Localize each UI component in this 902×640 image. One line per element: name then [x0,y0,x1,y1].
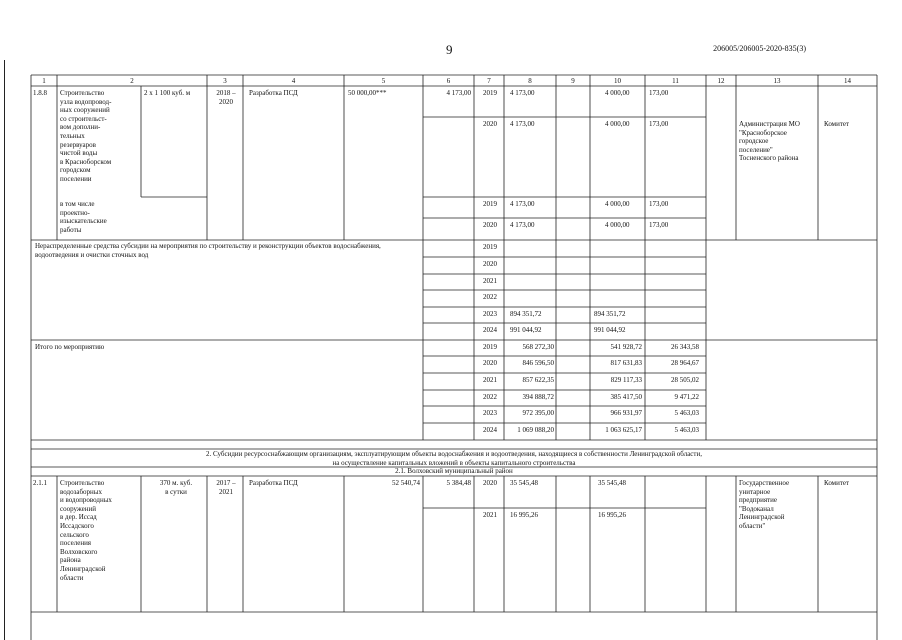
col8-value: 394 888,72 [522,393,554,401]
col11-value: 173,00 [649,221,669,229]
header-col-8: 8 [528,77,532,85]
col11-value: 173,00 [649,120,669,128]
col11-value: 5 463,03 [674,409,699,417]
header-col-7: 7 [487,77,491,85]
col6-value: 5 384,48 [446,479,471,487]
header-col-1: 1 [42,77,46,85]
col10-value: 4 000,00 [605,221,630,229]
col11-value [649,243,705,253]
object-name: Строительство узла водопровод- ных сооружений со строительст- вом дополни- тельных резервуаров чистой воды в Красноборском городском поселении [60,89,112,183]
col10-value: 35 545,48 [598,479,626,487]
year: 2024 [483,426,497,434]
stage: Разработка ПСД [249,89,298,97]
col8-value [510,277,556,287]
col8-value: 1 069 088,20 [517,426,554,434]
col8-value: 16 995,26 [510,511,538,519]
year: 2022 [483,393,497,401]
col8-value: 4 173,00 [510,221,535,229]
col10-value [594,243,646,253]
year: 2019 [483,89,497,97]
col10-value [594,260,646,270]
page-number: 9 [446,42,453,57]
owner: Государственное унитарное предприятие "Водоканал Ленинградской области" [739,479,790,530]
col8-value: 972 395,00 [522,409,554,417]
col11-value [649,260,705,270]
col11-value: 26 343,58 [671,343,699,351]
section-2-title: 2. Субсидии ресурсоснабжающим организациям, эксплуатирующим объекты водоснабжения и водоотведения, находящиеся в собственности Ленинградской области, на осуществление капитальных вложений в объекты капитального строительства [206,450,702,467]
period: 2018 – 2020 [216,89,236,106]
col10-value [594,277,646,287]
year: 2021 [483,376,497,384]
col8-value: 991 044,92 [510,326,542,334]
year: 2023 [483,310,497,318]
col11-value [649,326,705,336]
year: 2019 [483,343,497,351]
header-col-11: 11 [672,77,679,85]
col10-value: 966 931,97 [610,409,642,417]
object-name: Строительство водозаборных и водопроводных сооружений в дер. Иссад Иссадского сельского поселения Волховского района Ленинградской области [60,479,112,582]
document-id: 206005/206005-2020-835(3) [713,44,806,53]
year: 2020 [483,120,497,128]
col11-value: 28 964,67 [671,359,699,367]
col11-value: 173,00 [649,89,669,97]
col6-value: 4 173,00 [446,89,471,97]
year: 2020 [483,221,497,229]
stage: Разработка ПСД [249,479,298,487]
col8-value: 4 173,00 [510,120,535,128]
col10-value: 4 000,00 [605,200,630,208]
year: 2020 [483,359,497,367]
col11-value [649,277,705,287]
header-col-9: 9 [571,77,575,85]
header-col-12: 12 [717,77,725,85]
capacity: 370 м. куб. в сутки [159,479,193,496]
col8-value: 894 351,72 [510,310,542,318]
col10-value: 817 631,83 [610,359,642,367]
undistributed-label: Нераспределенные средства субсидии на мероприятия по строительству и реконструкции объектов водоснабжения, водоотведения и очистки сточных вод [35,242,381,259]
year: 2022 [483,293,497,301]
header-col-14: 14 [844,77,851,85]
total-label: Итого по мероприятию [35,343,105,351]
col8-value: 568 272,30 [522,343,554,351]
col8-value: 857 622,35 [522,376,554,384]
year: 2021 [483,277,497,285]
col8-value: 4 173,00 [510,200,535,208]
col8-value [510,243,556,253]
header-col-5: 5 [381,77,386,85]
year: 2020 [483,260,497,268]
col10-value: 991 044,92 [594,326,626,334]
executor: Комитет [824,479,850,487]
owner: Администрация МО "Красноборское городское поселение" Тосненского района [739,120,800,163]
row-number: 2.1.1 [33,479,47,487]
col8-value: 846 596,50 [522,359,554,367]
col11-value [649,511,705,521]
year: 2020 [483,479,497,487]
col10-value [594,293,646,303]
col10-value: 541 928,72 [610,343,642,351]
col8-value: 4 173,00 [510,89,535,97]
col11-value [649,293,705,303]
col8-value [510,293,556,303]
col10-value: 829 117,33 [610,376,642,384]
col11-value: 5 463,03 [674,426,699,434]
period: 2017 – 2021 [216,479,236,496]
header-col-4: 4 [291,77,296,85]
sub-name: в том числе проектно- изыскательские работы [60,200,107,234]
header-col-13: 13 [773,77,781,85]
header-col-10: 10 [614,77,621,85]
col11-value: 173,00 [649,200,669,208]
year: 2021 [483,511,497,519]
cost: 50 000,00*** [348,89,387,97]
year: 2019 [483,200,497,208]
col10-value: 4 000,00 [605,89,630,97]
col11-value: 9 471,22 [674,393,699,401]
cost: 52 540,74 [392,479,420,487]
year: 2024 [483,326,497,334]
col11-value [649,310,705,320]
row-number: 1.8.8 [33,89,47,97]
year: 2023 [483,409,497,417]
capacity: 2 х 1 100 куб. м [144,89,191,97]
col11-value: 28 505,02 [671,376,699,384]
col10-value: 1 063 625,17 [605,426,642,434]
col10-value: 894 351,72 [594,310,626,318]
header-col-3: 3 [223,77,227,85]
year: 2019 [483,243,497,251]
header-col-2: 2 [130,77,134,85]
col11-value [649,479,705,489]
col8-value [510,260,556,270]
col10-value: 385 417,50 [610,393,642,401]
col8-value: 35 545,48 [510,479,538,487]
col10-value: 4 000,00 [605,120,630,128]
header-col-6: 6 [446,77,451,85]
executor: Комитет [824,120,850,128]
col10-value: 16 995,26 [598,511,626,519]
section-2-1-title: 2.1. Волховский муниципальный район [395,467,513,475]
